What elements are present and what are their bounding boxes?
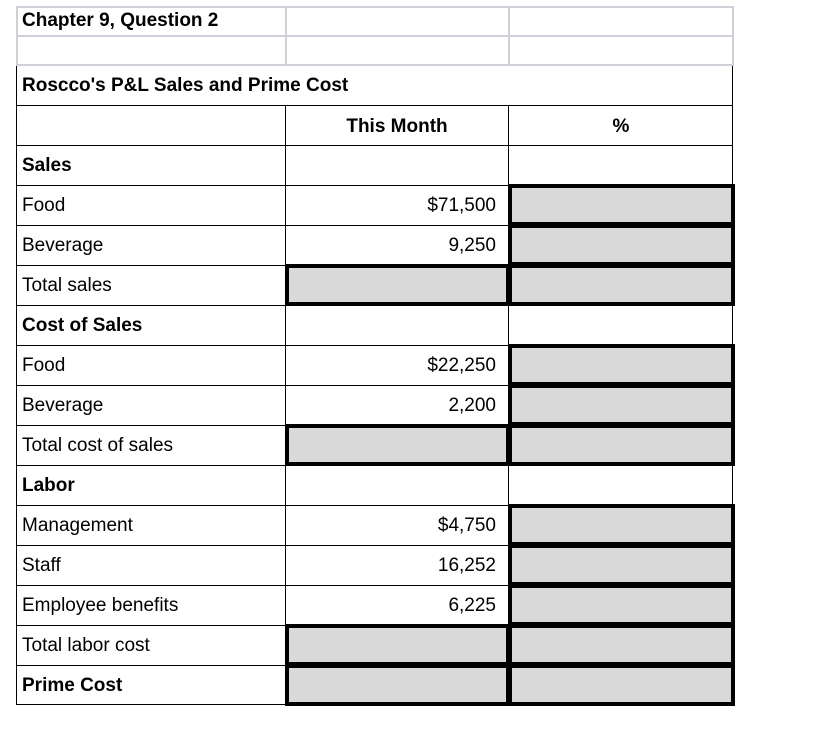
grid-line	[16, 6, 18, 66]
grid-line	[732, 6, 734, 66]
row-label-employee-benefits: Employee benefits	[22, 595, 179, 616]
value-food-cost: $22,250	[427, 355, 496, 376]
row-label-labor: Labor	[22, 475, 75, 496]
input-percent-staff[interactable]	[508, 544, 735, 586]
row-label-prime-cost: Prime Cost	[22, 675, 123, 696]
value-food-sales: $71,500	[427, 195, 496, 216]
row-label-food-sales: Food	[22, 195, 66, 216]
input-percent-total-cost-of-sales[interactable]	[508, 424, 735, 466]
input-percent-employee-benefits[interactable]	[508, 584, 735, 626]
value-beverage-sales: 9,250	[448, 235, 496, 256]
input-total-labor-cost-amount[interactable]	[285, 624, 510, 666]
input-prime-cost-amount[interactable]	[285, 664, 510, 706]
input-percent-total-sales[interactable]	[508, 264, 735, 306]
input-total-cost-of-sales-amount[interactable]	[285, 424, 510, 466]
input-percent-management[interactable]	[508, 504, 735, 546]
row-label-beverage-sales: Beverage	[22, 235, 104, 256]
row-label-sales: Sales	[22, 155, 72, 176]
grid-line	[16, 6, 734, 8]
input-percent-beverage-cost[interactable]	[508, 384, 735, 426]
value-staff: 16,252	[437, 555, 496, 576]
chapter-label: Chapter 9, Question 2	[22, 10, 219, 31]
row-label-beverage-cost: Beverage	[22, 395, 104, 416]
row-label-cost-of-sales: Cost of Sales	[22, 315, 143, 336]
col-header-percent: %	[612, 116, 630, 137]
grid-line	[285, 6, 287, 66]
row-label-total-sales: Total sales	[22, 275, 112, 296]
input-percent-prime-cost[interactable]	[508, 664, 735, 706]
grid-line	[508, 6, 510, 66]
input-total-sales-amount[interactable]	[285, 264, 510, 306]
grid-line	[16, 35, 734, 37]
row-label-food-cost: Food	[22, 355, 66, 376]
value-management: $4,750	[437, 515, 496, 536]
row-label-management: Management	[22, 515, 133, 536]
grid-line	[16, 64, 734, 66]
input-percent-beverage-sales[interactable]	[508, 224, 735, 266]
col-header-this-month: This Month	[346, 116, 448, 137]
value-employee-benefits: 6,225	[448, 595, 496, 616]
row-label-staff: Staff	[22, 555, 61, 576]
input-percent-total-labor-cost[interactable]	[508, 624, 735, 666]
value-beverage-cost: 2,200	[448, 395, 496, 416]
row-label-total-labor-cost: Total labor cost	[22, 635, 150, 656]
input-percent-food-sales[interactable]	[508, 184, 735, 226]
table-title: Roscco's P&L Sales and Prime Cost	[22, 75, 349, 96]
row-label-total-cost-of-sales: Total cost of sales	[22, 435, 174, 456]
input-percent-food-cost[interactable]	[508, 344, 735, 386]
